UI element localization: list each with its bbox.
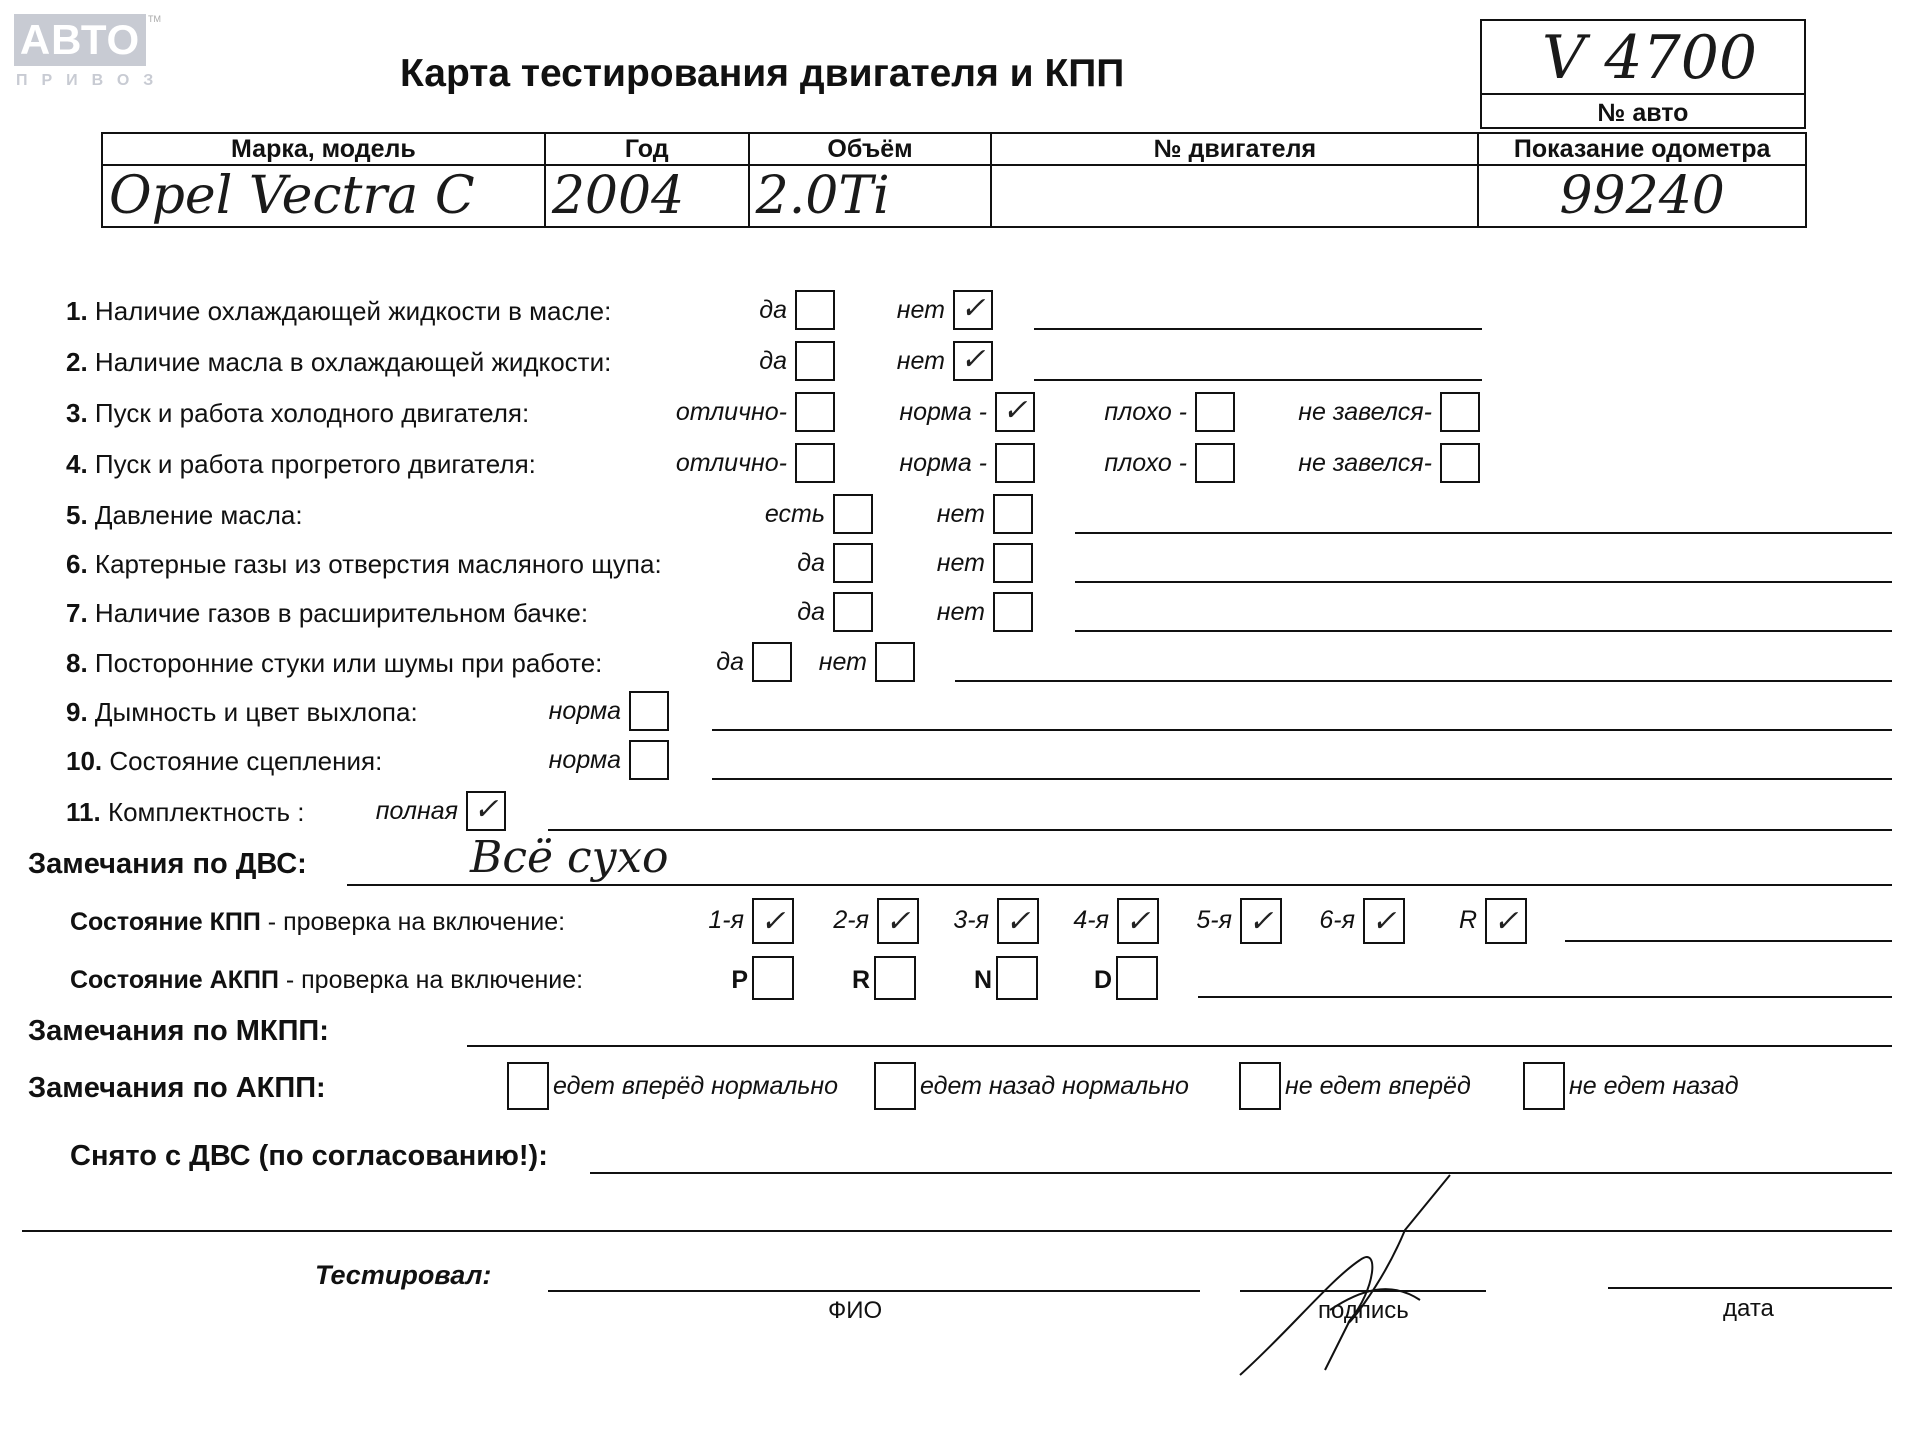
kpp-gear-checkbox[interactable]: ✓ bbox=[877, 898, 919, 944]
date-caption: дата bbox=[1723, 1295, 1774, 1322]
question-1-checkbox[interactable] bbox=[795, 290, 835, 330]
auto-number-box bbox=[1480, 19, 1806, 129]
question-5-checkbox[interactable] bbox=[993, 494, 1033, 534]
akpp-mode-checkbox[interactable] bbox=[874, 956, 916, 1000]
kpp-gear-checkbox[interactable]: ✓ bbox=[752, 898, 794, 944]
kpp-gear-checkbox[interactable]: ✓ bbox=[997, 898, 1039, 944]
question-2: 2. Наличие масла в охлаждающей жидкости: bbox=[66, 347, 612, 377]
question-7-line bbox=[1075, 630, 1892, 632]
question-8-checkbox[interactable] bbox=[875, 642, 915, 682]
question-6-checkbox[interactable] bbox=[993, 543, 1033, 583]
akpp-mode-checkbox[interactable] bbox=[996, 956, 1038, 1000]
question-6: 6. Картерные газы из отверстия масляного щупа: bbox=[66, 549, 662, 579]
removed-label: Снято с ДВС (по согласованию!): bbox=[70, 1140, 548, 1172]
question-6-option-label: нет bbox=[936, 549, 985, 577]
kpp-line bbox=[1565, 940, 1892, 942]
akpp-remarks-option-label: не едет назад bbox=[1569, 1072, 1739, 1100]
vehicle-info-table bbox=[101, 132, 1807, 228]
akpp-line bbox=[1198, 996, 1892, 998]
question-4-checkbox[interactable] bbox=[795, 443, 835, 483]
question-9-option-label: норма bbox=[548, 697, 621, 725]
question-1-option-label: нет bbox=[896, 296, 945, 324]
question-4-option-label: отлично- bbox=[675, 449, 787, 477]
akpp-mode-label: R bbox=[851, 966, 870, 994]
question-7-checkbox[interactable] bbox=[833, 592, 873, 632]
kpp-gear-label: R bbox=[1458, 906, 1477, 934]
akpp-remarks-checkbox[interactable] bbox=[507, 1062, 549, 1110]
question-8-line bbox=[955, 680, 1892, 682]
mkpp-remarks-label: Замечания по МКПП: bbox=[28, 1015, 329, 1047]
question-1-checkbox[interactable]: ✓ bbox=[953, 290, 993, 330]
question-11-option-label: полная bbox=[375, 797, 458, 825]
question-7: 7. Наличие газов в расширительном бачке: bbox=[66, 598, 589, 628]
col-header-engine-number: № двигателя bbox=[991, 133, 1478, 165]
question-3-option-label: отлично- bbox=[675, 398, 787, 426]
akpp-remarks-checkbox[interactable] bbox=[1523, 1062, 1565, 1110]
kpp-gear-checkbox[interactable]: ✓ bbox=[1117, 898, 1159, 944]
question-7-option-label: нет bbox=[936, 598, 985, 626]
logo-sub-text: ПРИВОЗ bbox=[16, 72, 168, 89]
question-4-option-label: не завелся- bbox=[1298, 449, 1432, 477]
question-6-checkbox[interactable] bbox=[833, 543, 873, 583]
kpp-gear-label: 5-я bbox=[1196, 906, 1232, 934]
question-2-option-label: нет bbox=[896, 347, 945, 375]
question-4-checkbox[interactable] bbox=[1195, 443, 1235, 483]
year-value[interactable]: 2004 bbox=[545, 165, 749, 227]
question-3-checkbox[interactable]: ✓ bbox=[995, 392, 1035, 432]
question-6-option-label: да bbox=[797, 549, 825, 577]
question-5-line bbox=[1075, 532, 1892, 534]
question-3-option-label: не завелся- bbox=[1298, 398, 1432, 426]
removed-line-2 bbox=[22, 1230, 1892, 1232]
auto-number-value: V 4700 bbox=[1542, 23, 1758, 93]
question-8-option-label: да bbox=[716, 648, 744, 676]
akpp-remarks-checkbox[interactable] bbox=[1239, 1062, 1281, 1110]
engine-number-value[interactable] bbox=[991, 165, 1478, 227]
akpp-mode-label: P bbox=[731, 966, 748, 994]
question-5-option-label: есть bbox=[764, 500, 825, 528]
col-header-model: Марка, модель bbox=[102, 133, 545, 165]
signature-caption: подпись bbox=[1318, 1297, 1409, 1324]
question-3-option-label: плохо - bbox=[1104, 398, 1187, 426]
question-4: 4. Пуск и работа прогретого двигателя: bbox=[66, 449, 536, 479]
kpp-gear-label: 6-я bbox=[1319, 906, 1355, 934]
question-1-option-label: да bbox=[759, 296, 787, 324]
akpp-remarks-option-label: едет назад нормально bbox=[920, 1072, 1189, 1100]
akpp-mode-label: D bbox=[1093, 966, 1112, 994]
dvs-remarks-line bbox=[347, 884, 1892, 886]
question-11: 11. Комплектность : bbox=[66, 797, 305, 827]
question-2-option-label: да bbox=[759, 347, 787, 375]
dvs-remarks-label: Замечания по ДВС: bbox=[28, 848, 307, 880]
question-7-checkbox[interactable] bbox=[993, 592, 1033, 632]
question-11-line bbox=[548, 829, 1892, 831]
akpp-remarks-label: Замечания по АКПП: bbox=[28, 1072, 326, 1104]
akpp-remarks-option-label: не едет вперёд bbox=[1285, 1072, 1471, 1100]
akpp-label: Состояние АКПП - проверка на включение: bbox=[70, 966, 584, 994]
question-1: 1. Наличие охлаждающей жидкости в масле: bbox=[66, 296, 612, 326]
question-8-checkbox[interactable] bbox=[752, 642, 792, 682]
question-4-option-label: плохо - bbox=[1104, 449, 1187, 477]
odometer-value[interactable]: 99240 bbox=[1478, 165, 1806, 227]
question-4-checkbox[interactable] bbox=[1440, 443, 1480, 483]
fio-line bbox=[548, 1290, 1200, 1292]
question-10-option-label: норма bbox=[548, 746, 621, 774]
question-10-checkbox[interactable] bbox=[629, 740, 669, 780]
akpp-remarks-checkbox[interactable] bbox=[874, 1062, 916, 1110]
question-4-option-label: норма - bbox=[899, 449, 987, 477]
question-11-checkbox[interactable]: ✓ bbox=[466, 791, 506, 831]
question-10: 10. Состояние сцепления: bbox=[66, 746, 383, 776]
logo-main-text: АВТО bbox=[14, 14, 146, 66]
model-value[interactable]: Opel Vectra C bbox=[102, 165, 545, 227]
tested-label: Тестировал: bbox=[315, 1260, 492, 1290]
kpp-gear-checkbox[interactable]: ✓ bbox=[1240, 898, 1282, 944]
akpp-remarks-option-label: едет вперёд нормально bbox=[553, 1072, 839, 1100]
kpp-gear-checkbox[interactable]: ✓ bbox=[1485, 898, 1527, 944]
question-3-checkbox[interactable] bbox=[1195, 392, 1235, 432]
question-10-line bbox=[712, 778, 1892, 780]
date-line bbox=[1608, 1287, 1892, 1289]
volume-value[interactable]: 2.0Ti bbox=[749, 165, 992, 227]
page-title: Карта тестирования двигателя и КПП bbox=[400, 52, 1125, 95]
fio-caption: ФИО bbox=[828, 1297, 883, 1324]
mkpp-remarks-line bbox=[467, 1045, 1892, 1047]
question-3-checkbox[interactable] bbox=[1440, 392, 1480, 432]
question-8: 8. Посторонние стуки или шумы при работе: bbox=[66, 648, 603, 678]
question-3-option-label: норма - bbox=[899, 398, 987, 426]
akpp-mode-checkbox[interactable] bbox=[1116, 956, 1158, 1000]
kpp-gear-label: 2-я bbox=[833, 906, 869, 934]
question-5-option-label: нет bbox=[936, 500, 985, 528]
akpp-mode-label: N bbox=[973, 966, 992, 994]
kpp-label: Состояние КПП - проверка на включение: bbox=[70, 908, 566, 936]
question-2-checkbox[interactable] bbox=[795, 341, 835, 381]
question-2-line bbox=[1034, 379, 1482, 381]
dvs-remarks-value[interactable]: Всё сухо bbox=[470, 832, 669, 883]
question-1-line bbox=[1034, 328, 1482, 330]
question-8-option-label: нет bbox=[818, 648, 867, 676]
question-2-checkbox[interactable]: ✓ bbox=[953, 341, 993, 381]
question-4-checkbox[interactable] bbox=[995, 443, 1035, 483]
logo-trademark: TM bbox=[148, 14, 161, 24]
question-3-checkbox[interactable] bbox=[795, 392, 835, 432]
question-5-checkbox[interactable] bbox=[833, 494, 873, 534]
kpp-gear-label: 1-я bbox=[708, 906, 744, 934]
question-9-line bbox=[712, 729, 1892, 731]
question-5: 5. Давление масла: bbox=[66, 500, 303, 530]
kpp-gear-label: 3-я bbox=[953, 906, 989, 934]
question-9-checkbox[interactable] bbox=[629, 691, 669, 731]
kpp-gear-label: 4-я bbox=[1073, 906, 1109, 934]
question-7-option-label: да bbox=[797, 598, 825, 626]
company-logo bbox=[14, 14, 168, 100]
question-3: 3. Пуск и работа холодного двигателя: bbox=[66, 398, 530, 428]
auto-number-label: № авто bbox=[1597, 99, 1689, 127]
col-header-odometer: Показание одометра bbox=[1478, 133, 1806, 165]
question-6-line bbox=[1075, 581, 1892, 583]
signature-mark bbox=[1230, 1170, 1470, 1390]
akpp-mode-checkbox[interactable] bbox=[752, 956, 794, 1000]
col-header-year: Год bbox=[545, 133, 749, 165]
question-9: 9. Дымность и цвет выхлопа: bbox=[66, 697, 418, 727]
kpp-gear-checkbox[interactable]: ✓ bbox=[1363, 898, 1405, 944]
col-header-volume: Объём bbox=[749, 133, 992, 165]
